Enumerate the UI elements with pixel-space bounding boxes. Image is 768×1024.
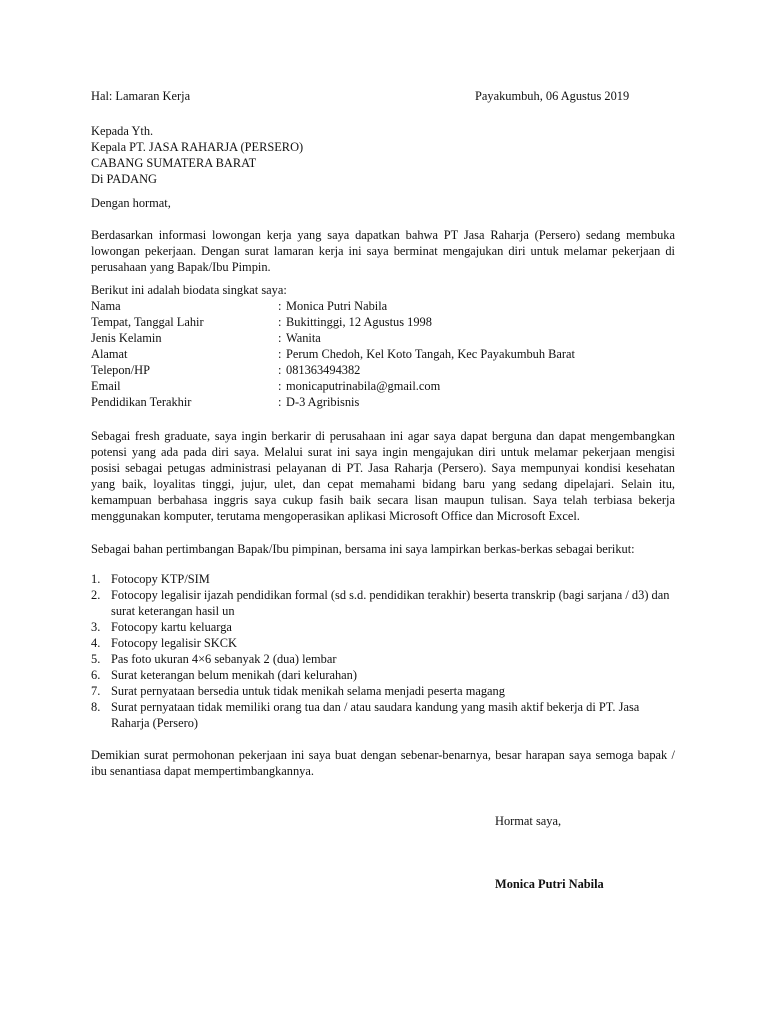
list-item — [91, 587, 675, 619]
list-item-text: Surat keterangan belum menikah (dari kelurahan) — [111, 668, 357, 682]
list-item — [91, 635, 675, 651]
biodata-row — [91, 378, 675, 394]
motivation-paragraph: Sebagai fresh graduate, saya ingin berkarir di perusahaan ini agar saya dapat berguna dan dapat mengembangkan potensi yang ada pada diri saya. Melalui surat ini saya ingin mengajukan diri untuk melamar pekerjaan mengisi posisi sebagai petugas administrasi pelayanan di PT. Jasa Raharja (Persero). Saya mempunyai kondisi kesehatan yang baik, loyalitas tinggi, jujur, ulet, dan cepat memahami bidang baru yang sedang dipelajari. Selain itu, kemampuan berbahasa inggris saya cukup fasih baik secara lisan maupun tulisan. Saya telah terbiasa bekerja menggunakan komputer, terutama mengoperasikan aplikasi Microsoft Office dan Microsoft Excel. — [91, 429, 675, 523]
biodata-value: monicaputrinabila@gmail.com — [286, 379, 441, 393]
biodata-label: Jenis Kelamin — [91, 331, 162, 345]
list-item-number: 8. — [91, 700, 101, 714]
biodata-label: Tempat, Tanggal Lahir — [91, 315, 204, 329]
list-item — [91, 619, 675, 635]
letter-place-date: Payakumbuh, 06 Agustus 2019 — [475, 89, 630, 103]
list-item-text: Pas foto ukuran 4×6 sebanyak 2 (dua) lembar — [111, 652, 337, 666]
biodata-label: Email — [91, 379, 121, 393]
list-item — [91, 683, 675, 699]
biodata-separator: : — [278, 347, 282, 361]
biodata-row — [91, 298, 675, 314]
biodata-label: Telepon/HP — [91, 363, 151, 377]
biodata-label: Nama — [91, 299, 121, 313]
biodata-value: Perum Chedoh, Kel Koto Tangah, Kec Payakumbuh Barat — [286, 347, 575, 361]
list-item — [91, 571, 675, 587]
list-item — [91, 667, 675, 683]
list-item-text: Fotocopy KTP/SIM — [111, 572, 210, 586]
biodata-value: D-3 Agribisnis — [286, 395, 360, 409]
intro-paragraph: Berdasarkan informasi lowongan kerja yang saya dapatkan bahwa PT Jasa Raharja (Persero) sedang membuka lowongan pekerjaan. Dengan surat lamaran kerja ini saya berminat mengajukan diri untuk melamar pekerjaan di perusahaan yang Bapak/Ibu Pimpin. — [91, 228, 675, 274]
biodata-separator: : — [278, 379, 282, 393]
biodata-label: Pendidikan Terakhir — [91, 395, 192, 409]
greeting: Dengan hormat, — [91, 196, 171, 210]
biodata-heading: Berikut ini adalah biodata singkat saya: — [91, 283, 287, 297]
biodata-row — [91, 314, 675, 330]
biodata-value: Monica Putri Nabila — [286, 299, 388, 313]
recipient-line: Di PADANG — [91, 172, 157, 186]
signature-name: Monica Putri Nabila — [495, 877, 604, 891]
list-item-number: 6. — [91, 668, 101, 682]
list-item-text: Fotocopy legalisir SKCK — [111, 636, 237, 650]
recipient-line: CABANG SUMATERA BARAT — [91, 156, 257, 170]
biodata-row — [91, 362, 675, 378]
biodata-value: Bukittinggi, 12 Agustus 1998 — [286, 315, 432, 329]
recipient-address — [91, 123, 675, 187]
list-item-number: 1. — [91, 572, 101, 586]
recipient-line: Kepada Yth. — [91, 124, 154, 138]
biodata-separator: : — [278, 395, 282, 409]
list-item-text: Surat pernyataan bersedia untuk tidak menikah selama menjadi peserta magang — [111, 684, 505, 698]
biodata-value: 081363494382 — [286, 363, 361, 377]
biodata-row — [91, 346, 675, 362]
list-item — [91, 651, 675, 667]
list-item-number: 2. — [91, 588, 101, 602]
closing-paragraph: Demikian surat permohonan pekerjaan ini saya buat dengan sebenar-benarnya, besar harapan saya semoga bapak / ibu senantiasa dapat mempertimbangkannya. — [91, 748, 675, 778]
list-item-number: 3. — [91, 620, 101, 634]
list-item-number: 7. — [91, 684, 101, 698]
biodata-value: Wanita — [286, 331, 321, 345]
list-item-number: 4. — [91, 636, 101, 650]
biodata-row — [91, 330, 675, 346]
list-item-text: Surat pernyataan tidak memiliki orang tua dan / atau saudara kandung yang masih aktif bekerja di PT. Jasa Raharja (Persero) — [111, 700, 640, 730]
biodata-row — [91, 394, 675, 410]
list-item-text: Fotocopy kartu keluarga — [111, 620, 232, 634]
biodata-section — [91, 282, 675, 410]
biodata-separator: : — [278, 299, 282, 313]
letter-subject: Hal: Lamaran Kerja — [91, 89, 191, 103]
biodata-separator: : — [278, 363, 282, 377]
list-item-text: Fotocopy legalisir ijazah pendidikan formal (sd s.d. pendidikan terakhir) beserta transkrip (bagi sarjana / d3) dan surat keterangan hasil un — [111, 588, 670, 618]
attachments-intro: Sebagai bahan pertimbangan Bapak/Ibu pimpinan, bersama ini saya lampirkan berkas-berkas sebagai berikut: — [91, 542, 635, 556]
biodata-separator: : — [278, 315, 282, 329]
list-item — [91, 699, 675, 731]
list-item-number: 5. — [91, 652, 101, 666]
signature-closing: Hormat saya, — [495, 814, 562, 828]
attachments-list — [91, 571, 675, 731]
recipient-line: Kepala PT. JASA RAHARJA (PERSERO) — [91, 140, 304, 154]
biodata-separator: : — [278, 331, 282, 345]
biodata-label: Alamat — [91, 347, 128, 361]
